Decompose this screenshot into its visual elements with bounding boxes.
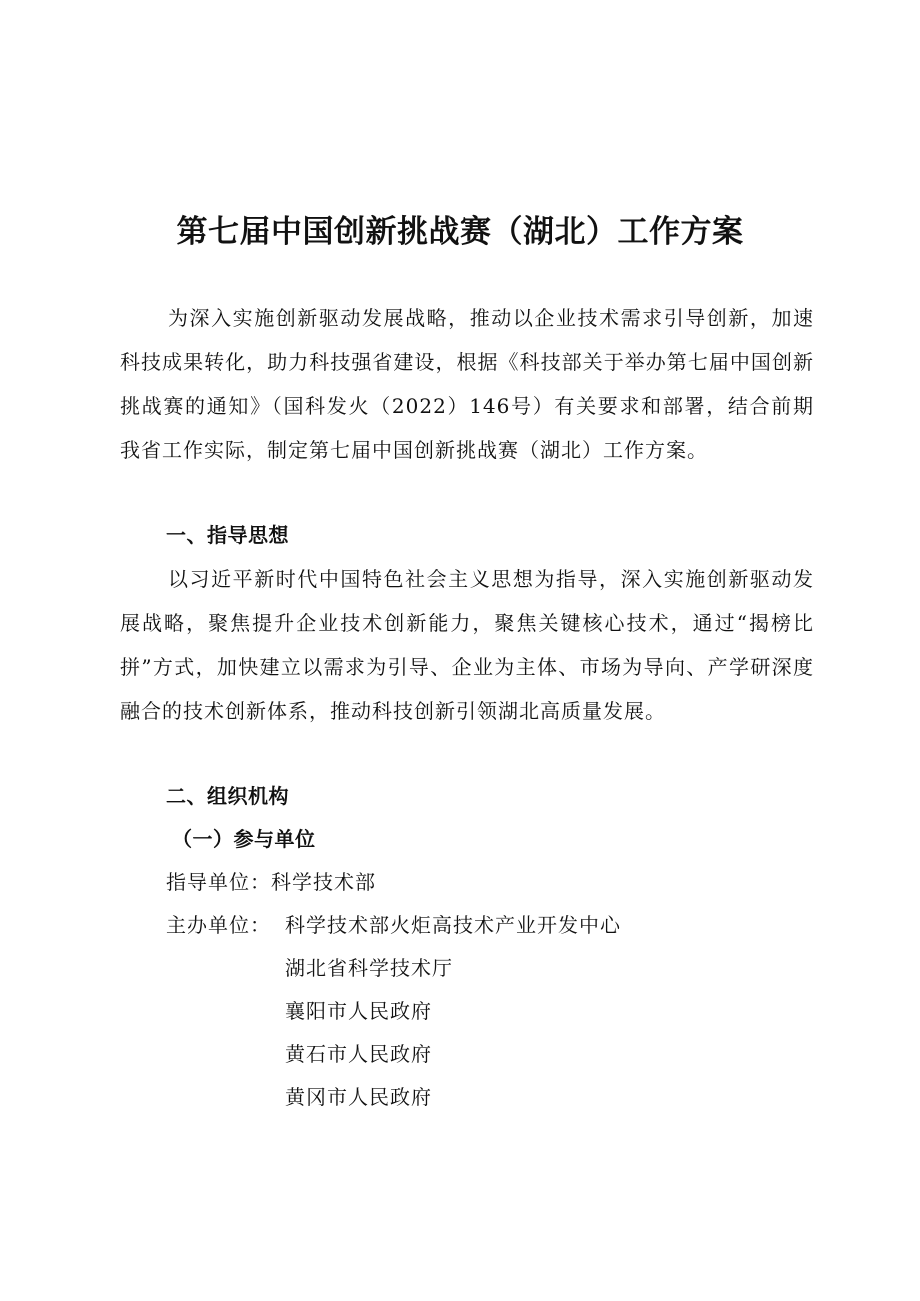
host-unit-label: 主办单位： [166, 913, 271, 937]
intro-paragraph: 为深入实施创新驱动发展战略，推动以企业技术需求引导创新，加速科技成果转化，助力科技强省建设，根据《科技部关于举办第七届中国创新挑战赛的通知》（国科发火（2022）146号）有关要求和部署，结合前期我省工作实际，制定第七届中国创新挑战赛（湖北）工作方案。 [120, 306, 814, 462]
host-unit-item: 湖北省科学技术厅 [285, 956, 453, 980]
host-unit-item: 科学技术部火炬高技术产业开发中心 [285, 913, 621, 937]
host-unit-item: 襄阳市人民政府 [285, 999, 432, 1023]
document-title: 第七届中国创新挑战赛（湖北）工作方案 [176, 214, 744, 250]
host-unit-item: 黄石市人民政府 [285, 1042, 432, 1066]
subsection-heading-participating-units: （一）参与单位 [172, 827, 316, 851]
section-heading-guiding-thought: 一、指导思想 [166, 523, 289, 547]
section-heading-organization: 二、组织机构 [166, 784, 289, 808]
guide-unit-line: 指导单位：科学技术部 [166, 870, 376, 894]
guiding-thought-paragraph: 以习近平新时代中国特色社会主义思想为指导，深入实施创新驱动发展战略，聚焦提升企业技术创新能力，聚焦关键核心技术，通过“揭榜比拼”方式，加快建立以需求为引导、企业为主体、市场为导向、产学研深度融合的技术创新体系，推动科技创新引领湖北高质量发展。 [120, 567, 814, 723]
host-unit-item: 黄冈市人民政府 [285, 1085, 432, 1109]
